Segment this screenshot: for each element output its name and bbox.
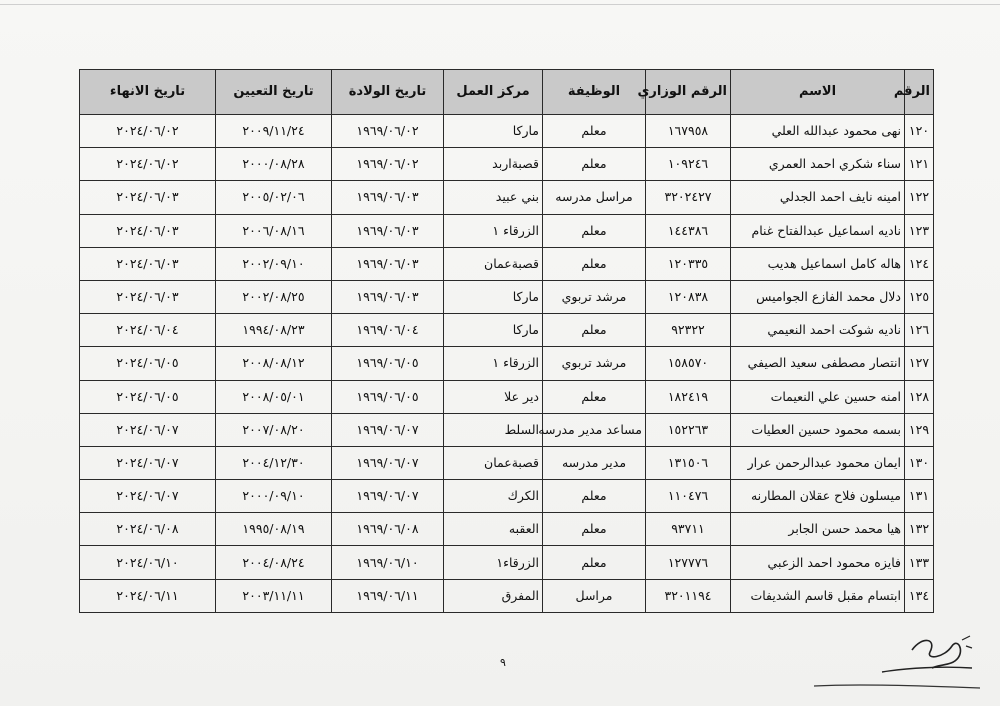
cell-num: ١٢٢ — [905, 181, 934, 214]
cell-name: سناء شكري احمد العمري — [731, 148, 905, 181]
cell-end-date: ٢٠٢٤/٠٦/٠٥ — [80, 347, 216, 380]
header-num: الرقم — [905, 70, 934, 115]
table-row — [80, 181, 934, 214]
table-row — [80, 214, 934, 247]
cell-job: مساعد مدير مدرسه — [543, 413, 646, 446]
cell-birth-date: ١٩٦٩/٠٦/٠٣ — [332, 280, 444, 313]
cell-ministry-no: ٣٢٠٢٤٢٧ — [646, 181, 731, 214]
cell-work-center: الزرقاء١ — [444, 546, 543, 579]
retirement-table — [79, 69, 934, 613]
cell-end-date: ٢٠٢٤/٠٦/٠٥ — [80, 380, 216, 413]
cell-num: ١٢١ — [905, 148, 934, 181]
cell-ministry-no: ١٢٠٨٣٨ — [646, 280, 731, 313]
cell-name: امينه نايف احمد الجدلي — [731, 181, 905, 214]
cell-work-center: ماركا — [444, 314, 543, 347]
cell-num: ١٣١ — [905, 480, 934, 513]
table-header-row — [80, 70, 934, 115]
cell-birth-date: ١٩٦٩/٠٦/٠٧ — [332, 413, 444, 446]
cell-work-center: قصبةعمان — [444, 247, 543, 280]
cell-job: مدير مدرسه — [543, 446, 646, 479]
cell-num: ١٢٩ — [905, 413, 934, 446]
cell-birth-date: ١٩٦٩/٠٦/١١ — [332, 579, 444, 612]
cell-name: امنه حسين علي النعيمات — [731, 380, 905, 413]
cell-name: ميسلون فلاح عقلان المطارنه — [731, 480, 905, 513]
cell-ministry-no: ١٤٤٣٨٦ — [646, 214, 731, 247]
cell-job: معلم — [543, 115, 646, 148]
cell-appointment-date: ٢٠٠٨/٠٨/١٢ — [216, 347, 332, 380]
cell-work-center: ماركا — [444, 280, 543, 313]
cell-end-date: ٢٠٢٤/٠٦/٠٣ — [80, 181, 216, 214]
cell-work-center: الزرقاء ١ — [444, 214, 543, 247]
cell-birth-date: ١٩٦٩/٠٦/٠٣ — [332, 214, 444, 247]
cell-work-center: الكرك — [444, 480, 543, 513]
cell-appointment-date: ٢٠٠٥/٠٢/٠٦ — [216, 181, 332, 214]
cell-num: ١٢٦ — [905, 314, 934, 347]
page-number: ٩ — [500, 656, 506, 669]
cell-appointment-date: ٢٠٠٠/٠٨/٢٨ — [216, 148, 332, 181]
cell-end-date: ٢٠٢٤/٠٦/١٠ — [80, 546, 216, 579]
cell-work-center: المفرق — [444, 579, 543, 612]
cell-job: معلم — [543, 214, 646, 247]
cell-name: بسمه محمود حسين العطيات — [731, 413, 905, 446]
cell-name: ايمان محمود عبدالرحمن عرار — [731, 446, 905, 479]
cell-ministry-no: ٩٢٣٢٢ — [646, 314, 731, 347]
cell-work-center: بني عبيد — [444, 181, 543, 214]
cell-num: ١٣٣ — [905, 546, 934, 579]
cell-num: ١٢٤ — [905, 247, 934, 280]
cell-end-date: ٢٠٢٤/٠٦/٠٧ — [80, 446, 216, 479]
cell-name: ناديه اسماعيل عبدالفتاح غنام — [731, 214, 905, 247]
cell-num: ١٢٨ — [905, 380, 934, 413]
cell-appointment-date: ١٩٩٤/٠٨/٢٣ — [216, 314, 332, 347]
cell-appointment-date: ٢٠٠٠/٠٩/١٠ — [216, 480, 332, 513]
cell-name: فايزه محمود احمد الزعبي — [731, 546, 905, 579]
handwritten-signature — [812, 628, 982, 698]
cell-num: ١٢٥ — [905, 280, 934, 313]
table-row — [80, 413, 934, 446]
cell-appointment-date: ٢٠٠٣/١١/١١ — [216, 579, 332, 612]
cell-job: معلم — [543, 148, 646, 181]
cell-birth-date: ١٩٦٩/٠٦/٠٢ — [332, 148, 444, 181]
cell-num: ١٣٠ — [905, 446, 934, 479]
cell-birth-date: ١٩٦٩/٠٦/٠٨ — [332, 513, 444, 546]
cell-appointment-date: ٢٠٠٩/١١/٢٤ — [216, 115, 332, 148]
cell-appointment-date: ٢٠٠٧/٠٨/٢٠ — [216, 413, 332, 446]
table-row — [80, 347, 934, 380]
cell-num: ١٢٧ — [905, 347, 934, 380]
cell-work-center: دير علا — [444, 380, 543, 413]
header-birth-date: تاريخ الولادة — [332, 70, 444, 115]
cell-job: معلم — [543, 380, 646, 413]
cell-job: معلم — [543, 513, 646, 546]
cell-end-date: ٢٠٢٤/٠٦/٠٢ — [80, 148, 216, 181]
cell-birth-date: ١٩٦٩/٠٦/٠٢ — [332, 115, 444, 148]
table-row — [80, 314, 934, 347]
cell-num: ١٣٢ — [905, 513, 934, 546]
cell-work-center: قصبةعمان — [444, 446, 543, 479]
table-row — [80, 513, 934, 546]
cell-ministry-no: ٩٣٧١١ — [646, 513, 731, 546]
cell-job: معلم — [543, 546, 646, 579]
cell-birth-date: ١٩٦٩/٠٦/١٠ — [332, 546, 444, 579]
cell-job: معلم — [543, 247, 646, 280]
table-row — [80, 247, 934, 280]
table-row — [80, 280, 934, 313]
cell-ministry-no: ١٥٢٢٦٣ — [646, 413, 731, 446]
cell-ministry-no: ١١٠٤٧٦ — [646, 480, 731, 513]
table-row — [80, 579, 934, 612]
cell-work-center: ماركا — [444, 115, 543, 148]
cell-work-center: قصبةاربد — [444, 148, 543, 181]
cell-job: مرشد تربوي — [543, 280, 646, 313]
header-end-date: تاريخ الانهاء — [80, 70, 216, 115]
cell-appointment-date: ٢٠٠٢/٠٩/١٠ — [216, 247, 332, 280]
cell-birth-date: ١٩٦٩/٠٦/٠٥ — [332, 347, 444, 380]
cell-appointment-date: ٢٠٠٤/١٢/٣٠ — [216, 446, 332, 479]
header-work-center: مركز العمل — [444, 70, 543, 115]
cell-ministry-no: ١٢٠٣٣٥ — [646, 247, 731, 280]
cell-birth-date: ١٩٦٩/٠٦/٠٤ — [332, 314, 444, 347]
cell-end-date: ٢٠٢٤/٠٦/٠٢ — [80, 115, 216, 148]
cell-ministry-no: ٣٢٠١١٩٤ — [646, 579, 731, 612]
cell-end-date: ٢٠٢٤/٠٦/٠٧ — [80, 413, 216, 446]
cell-end-date: ٢٠٢٤/٠٦/٠٤ — [80, 314, 216, 347]
cell-ministry-no: ١٥٨٥٧٠ — [646, 347, 731, 380]
cell-ministry-no: ١٢٧٧٧٦ — [646, 546, 731, 579]
page-top-edge — [0, 4, 1000, 5]
cell-name: ابتسام مقبل قاسم الشديفات — [731, 579, 905, 612]
cell-num: ١٢٣ — [905, 214, 934, 247]
cell-appointment-date: ٢٠٠٨/٠٥/٠١ — [216, 380, 332, 413]
cell-work-center: السلط — [444, 413, 543, 446]
cell-appointment-date: ٢٠٠٤/٠٨/٢٤ — [216, 546, 332, 579]
cell-job: معلم — [543, 480, 646, 513]
cell-end-date: ٢٠٢٤/٠٦/٠٣ — [80, 280, 216, 313]
table-row — [80, 546, 934, 579]
cell-ministry-no: ١٠٩٢٤٦ — [646, 148, 731, 181]
cell-end-date: ٢٠٢٤/٠٦/١١ — [80, 579, 216, 612]
cell-ministry-no: ١٣١٥٠٦ — [646, 446, 731, 479]
cell-end-date: ٢٠٢٤/٠٦/٠٣ — [80, 247, 216, 280]
table-row — [80, 380, 934, 413]
header-appointment-date: تاريخ التعيين — [216, 70, 332, 115]
cell-appointment-date: ٢٠٠٢/٠٨/٢٥ — [216, 280, 332, 313]
cell-birth-date: ١٩٦٩/٠٦/٠٥ — [332, 380, 444, 413]
cell-job: مراسل — [543, 579, 646, 612]
table-row — [80, 148, 934, 181]
cell-end-date: ٢٠٢٤/٠٦/٠٣ — [80, 214, 216, 247]
cell-appointment-date: ٢٠٠٦/٠٨/١٦ — [216, 214, 332, 247]
cell-birth-date: ١٩٦٩/٠٦/٠٧ — [332, 480, 444, 513]
cell-job: مرشد تربوي — [543, 347, 646, 380]
cell-num: ١٣٤ — [905, 579, 934, 612]
cell-birth-date: ١٩٦٩/٠٦/٠٣ — [332, 247, 444, 280]
table-row — [80, 480, 934, 513]
header-job: الوظيفة — [543, 70, 646, 115]
cell-name: ناديه شوكت احمد النعيمي — [731, 314, 905, 347]
cell-appointment-date: ١٩٩٥/٠٨/١٩ — [216, 513, 332, 546]
cell-birth-date: ١٩٦٩/٠٦/٠٣ — [332, 181, 444, 214]
cell-job: معلم — [543, 314, 646, 347]
cell-end-date: ٢٠٢٤/٠٦/٠٧ — [80, 480, 216, 513]
cell-job: مراسل مدرسه — [543, 181, 646, 214]
cell-end-date: ٢٠٢٤/٠٦/٠٨ — [80, 513, 216, 546]
cell-name: هاله كامل اسماعيل هديب — [731, 247, 905, 280]
table-row — [80, 115, 934, 148]
table-row — [80, 446, 934, 479]
cell-work-center: العقبه — [444, 513, 543, 546]
cell-ministry-no: ١٦٧٩٥٨ — [646, 115, 731, 148]
header-name: الاسم — [731, 70, 905, 115]
cell-name: هيا محمد حسن الجابر — [731, 513, 905, 546]
cell-name: انتصار مصطفى سعيد الصيفي — [731, 347, 905, 380]
cell-birth-date: ١٩٦٩/٠٦/٠٧ — [332, 446, 444, 479]
cell-ministry-no: ١٨٢٤١٩ — [646, 380, 731, 413]
cell-name: نهى محمود عبدالله العلي — [731, 115, 905, 148]
cell-work-center: الزرقاء ١ — [444, 347, 543, 380]
header-ministry-no: الرقم الوزاري — [646, 70, 731, 115]
cell-num: ١٢٠ — [905, 115, 934, 148]
cell-name: دلال محمد الفازع الجواميس — [731, 280, 905, 313]
